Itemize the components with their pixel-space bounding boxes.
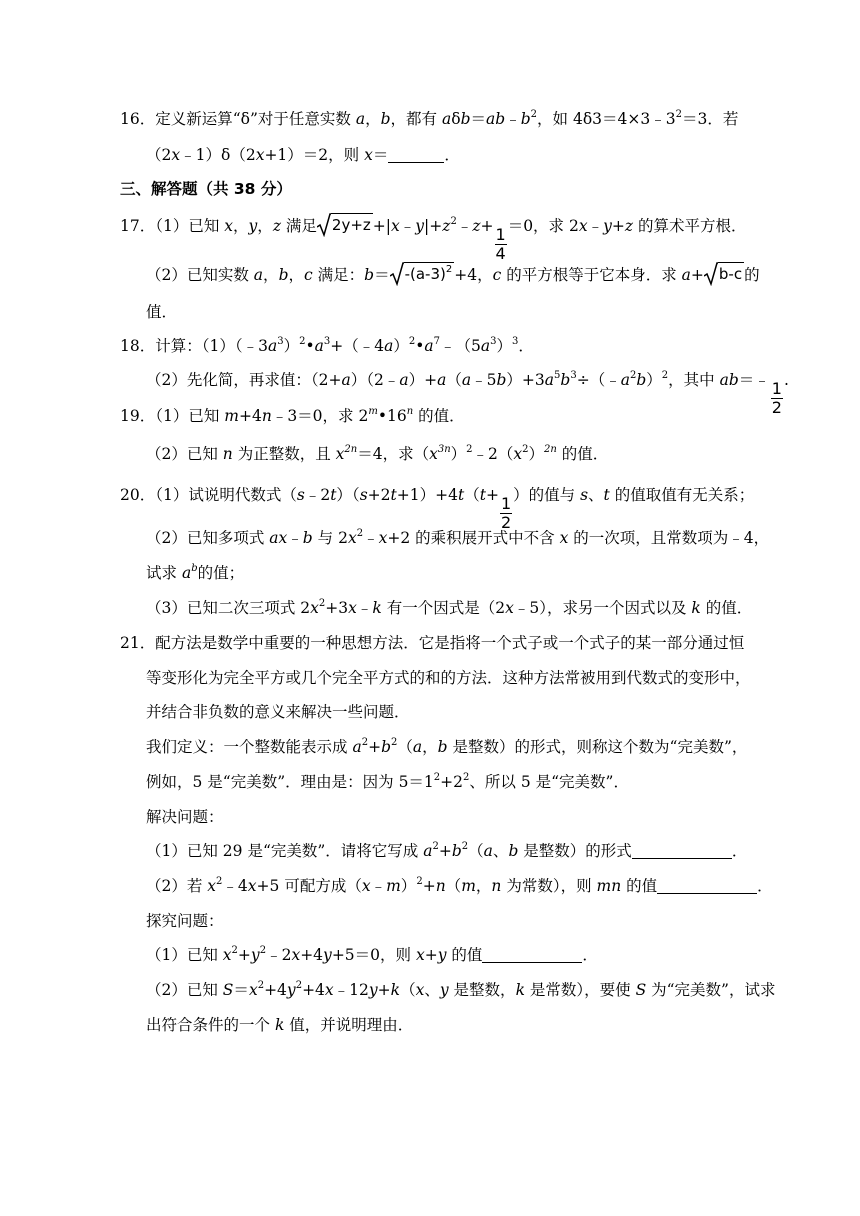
q20-part-2-cont: 试求 $a^b$的值； (146, 563, 245, 582)
q16-line-2: （2x﹣1）δ（2x+1）＝2，则 x＝ ． (146, 146, 460, 164)
q21-example: 例如，5 是“完美数”．理由是：因为 $5=1^2+2^2$、所以 5 是“完美数”． (146, 772, 629, 791)
q18-part-2: （2）先化简，再求值：$(2+a)(2﹣a)+a(a﹣5b)+3a^5b^3\div(﹣a^2b)^2$，其中 ab＝﹣ $\frac{1}{2}$ . (146, 370, 789, 417)
q16-line-1: 16．定义新运算“δ”对于任意实数 a，b，都有 $a\delta b=ab﹣b^2$，如 $4\delta 3=4\times 3﹣3^2=3$．若 (120, 109, 739, 128)
sqrt-expression: 2y+z (317, 213, 373, 237)
section-heading: 三、解答题（共 38 分） (120, 180, 292, 198)
q21-intro-line-3: 并结合非负数的意义来解决一些问题． (146, 703, 410, 721)
q21-solve-heading: 解决问题： (146, 808, 224, 826)
q21-explore-2: （2）已知 $S=x^2+4y^2+4x﹣12y+k(x$、y 是整数，k 是常数），要使 S 为“完美数”，试求 (146, 980, 776, 999)
q21-intro-line-1: 21．配方法是数学中重要的一种思想方法．它是指将一个式子或一个式子的某一部分通过恒 (120, 634, 745, 652)
q21-explore-2-cont: 出符合条件的一个 k 值，并说明理由． (146, 1016, 414, 1034)
q18-part-1: 18．计算：$(1)(﹣3a^3)^2•a^3+(﹣4a)^2•a^7﹣(5a^3)^3$． (120, 336, 534, 355)
q17-part-2-end: 值． (146, 303, 178, 321)
q21-solve-2: （2）若 $x^2﹣4x+5$ 可配方成（x﹣m）$^2$+n（m，n 为常数），则 mn 的值 ． (146, 876, 773, 895)
fraction: $\frac{1}{2}$ (771, 379, 782, 417)
q17-part-2: （2）已知实数 a，b，c 满足：b＝ $-(a-3)^2$ +4，c 的平方根等于它本身．求 a+ b-c 的 (146, 264, 760, 284)
fraction: $\frac{1}{2}$ (500, 494, 512, 532)
q19-part-2: （2）已知 n 为正整数，且 $x^{2n}=4$，求$(x^{3n})^2﹣2(x^2)^{2n}$ 的值． (146, 444, 609, 463)
sqrt-expression: $-(a-3)^2$ (390, 262, 455, 286)
answer-blank[interactable] (482, 946, 582, 963)
sqrt-expression: b-c (704, 262, 744, 286)
q20-part-3: （3）已知二次三项式 $2x^2+3x﹣k$ 有一个因式是（2x﹣5），求另一个因式以及 k 的值． (146, 598, 753, 617)
answer-blank[interactable] (388, 146, 444, 163)
q20-part-1: 20．（1）试说明代数式（s﹣2t）（s+2t+1）+4t（t+ $\frac{1}{2}$ ）的值与 s、t 的值取值有无关系； (120, 486, 755, 532)
q21-solve-1: （1）已知 29 是“完美数”．请将它写成 $a^2+b^2(a$、b 是整数）的形式 ． (146, 841, 748, 860)
fraction: $\frac{1}{4}$ (495, 225, 506, 263)
q20-part-2: （2）已知多项式 ax﹣b 与 $2x^2﹣x+2$ 的乘积展开式中不含 x 的一次项，且常数项为﹣4， (146, 528, 770, 547)
q19-part-1: 19．（1）已知 m+4n﹣3＝0，求 2$^m$•16$^n$ 的值． (120, 406, 465, 425)
q21-definition: 我们定义：一个整数能表示成 $a^2+b^2(a$，b 是整数）的形式，则称这个数为“完美数”， (146, 737, 748, 756)
answer-blank[interactable] (632, 842, 732, 859)
q21-explore-1: （1）已知 $x^2+y^2﹣2x+4y+5=0$，则 x+y 的值 ． (146, 945, 598, 964)
q21-intro-line-2: 等变形化为完全平方或几个完全平方式的和的方法．这种方法常被用到代数式的变形中， (146, 669, 751, 687)
q17-part-1: 17．（1）已知 x，y，z 满足 2y+z $+|x﹣y|+z^2﹣z+$ $\frac{1}{4}$ ＝0，求 2x﹣y+z 的算术平方根． (120, 213, 746, 262)
answer-blank[interactable] (657, 877, 757, 894)
q21-explore-heading: 探究问题： (146, 912, 224, 930)
